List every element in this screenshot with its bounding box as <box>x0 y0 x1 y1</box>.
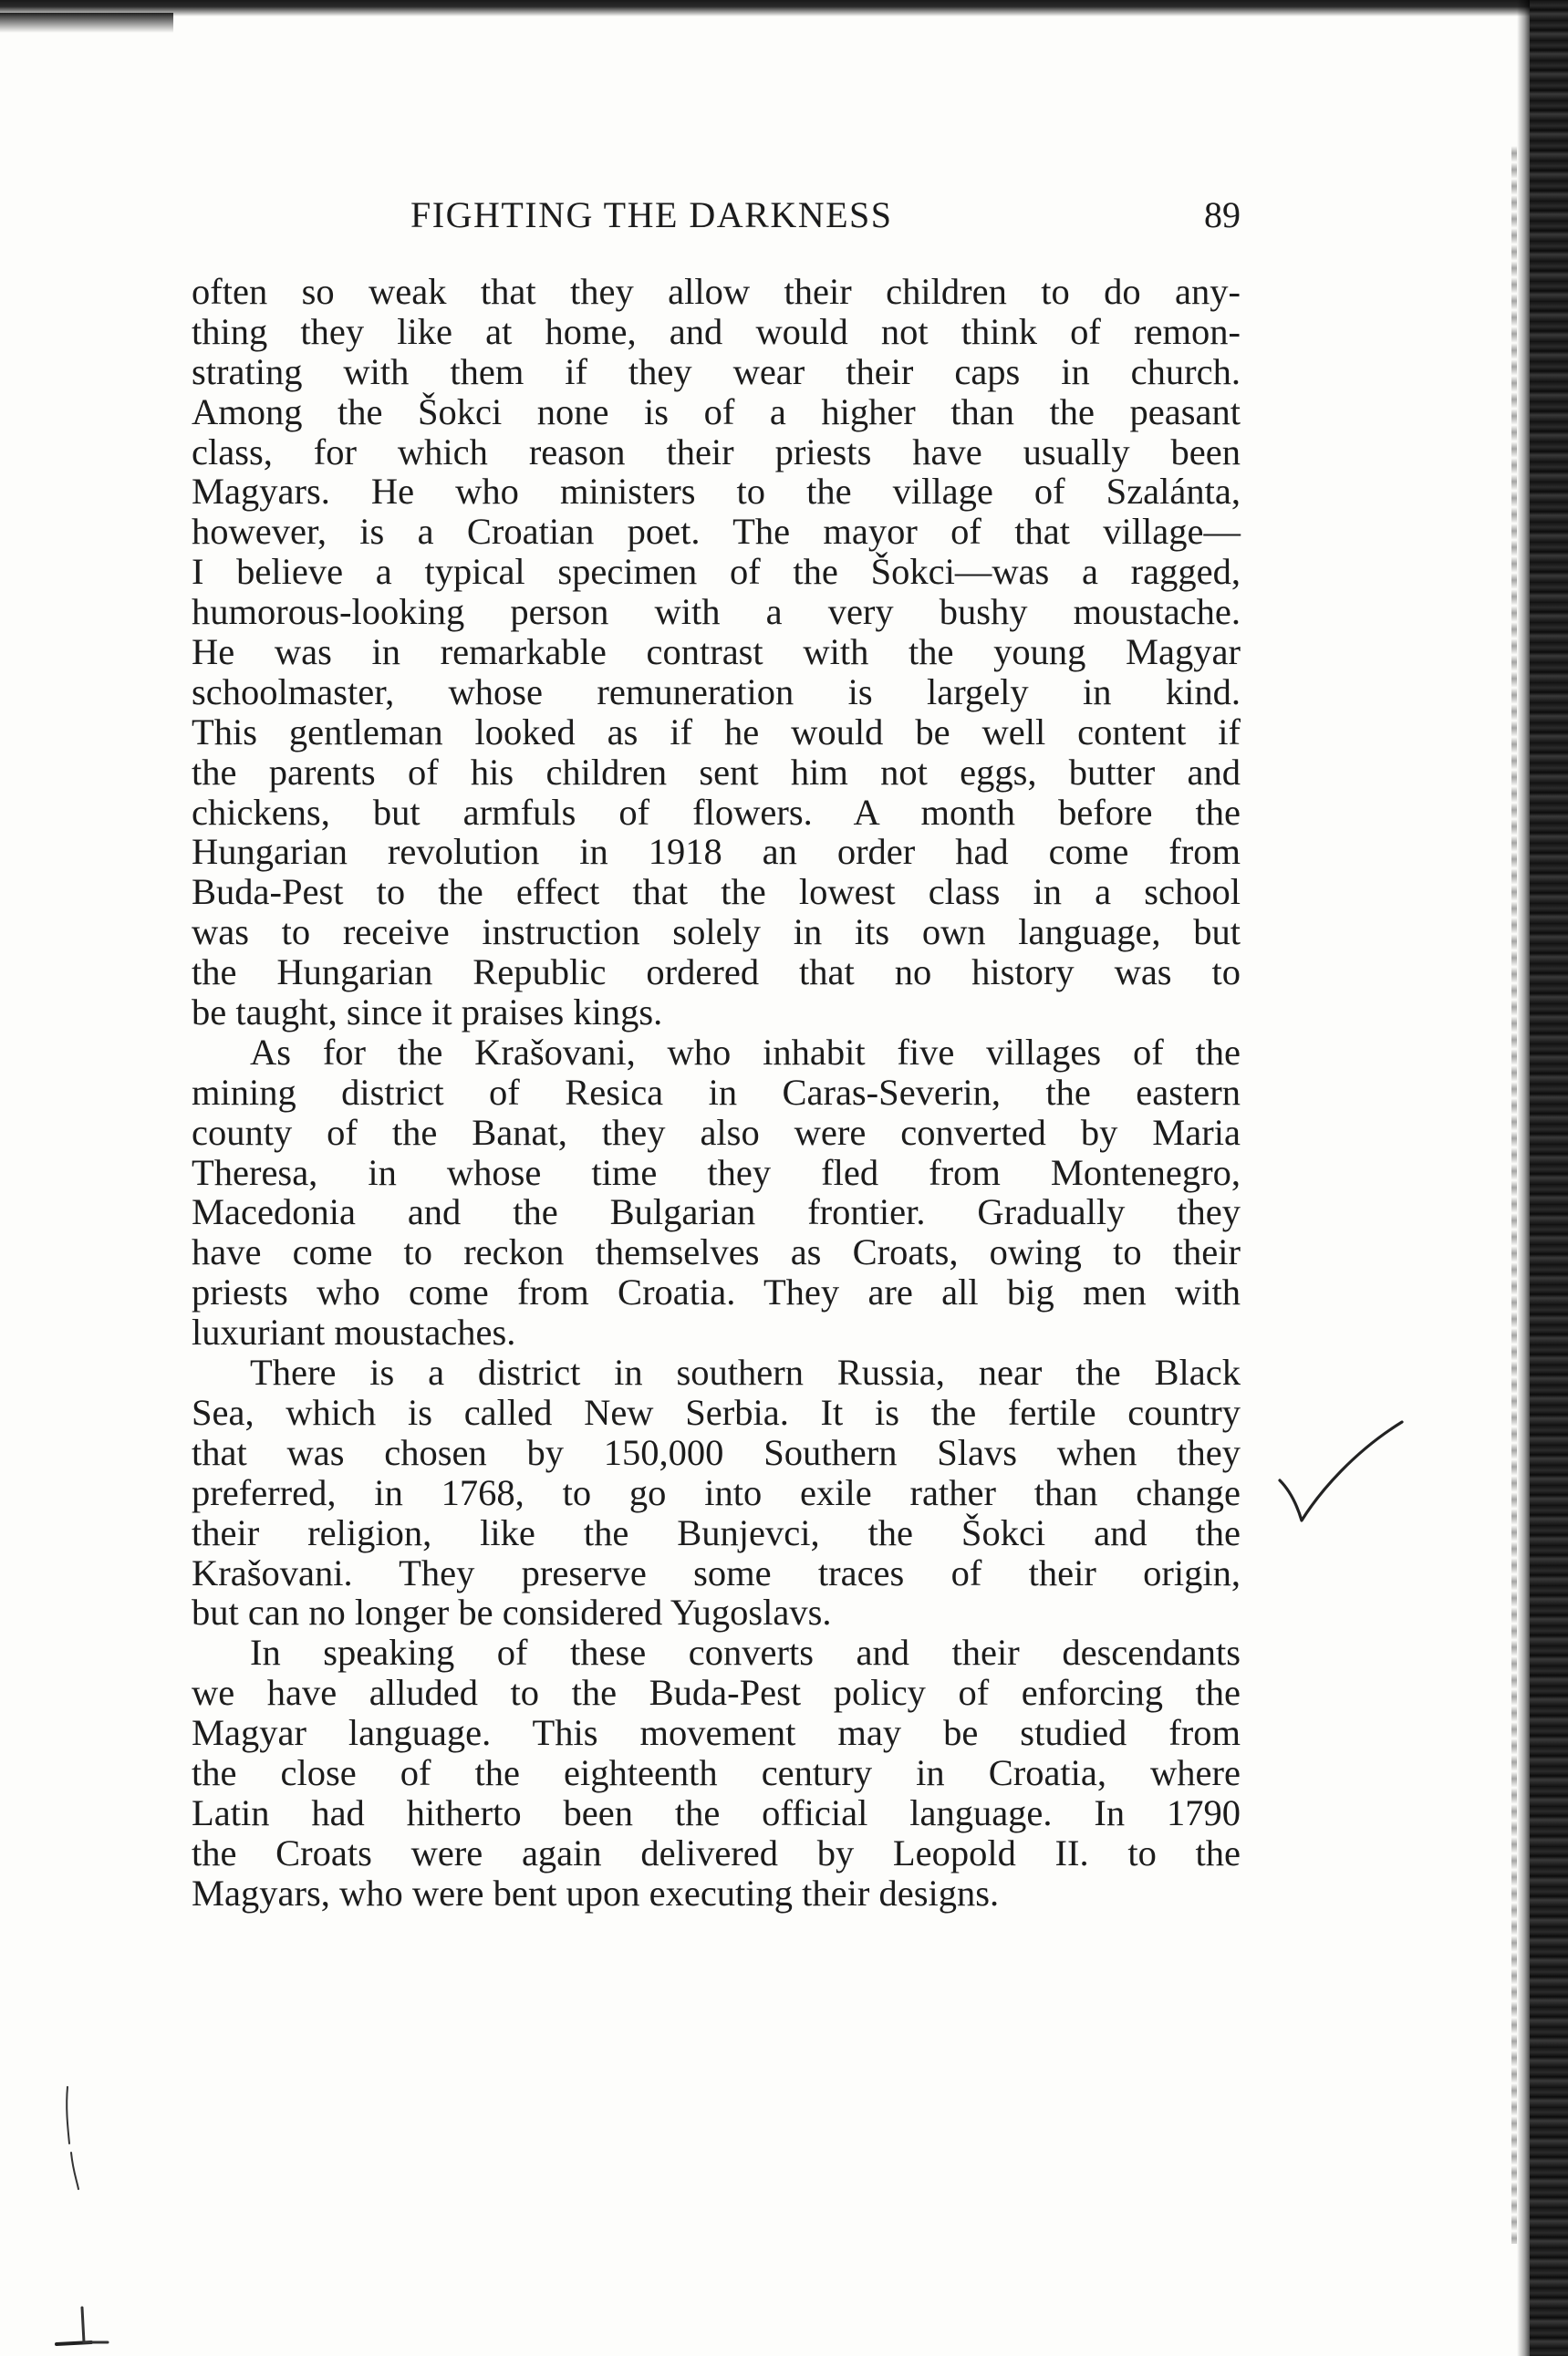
paragraph <box>192 1633 1241 1913</box>
paragraph <box>192 1033 1241 1353</box>
text-line: Magyars, who were bent upon executing their designs. <box>192 1872 1000 1914</box>
text-line: however, is a Croatian poet. The mayor of that village— <box>192 511 1241 553</box>
text-line: thing they like at home, and would not think of remon- <box>192 310 1241 352</box>
text-line: Sea, which is called New Serbia. It is the fertile country <box>192 1391 1241 1433</box>
text-line: schoolmaster, whose remuneration is largely in kind. <box>192 670 1241 712</box>
paragraph <box>192 272 1241 1033</box>
text-line: mining district of Resica in Caras-Severin, the eastern <box>192 1071 1241 1113</box>
text-line: preferred, in 1768, to go into exile rather than change <box>192 1471 1241 1513</box>
binding-edge-shadow <box>1517 0 1530 2356</box>
scan-top-edge-shadow <box>0 0 1542 16</box>
text-line: chickens, but armfuls of flowers. A month before the <box>192 791 1241 833</box>
text-line: county of the Banat, they also were converted by Maria <box>192 1111 1241 1153</box>
text-line: their religion, like the Bunjevci, the Šokci and the <box>192 1511 1241 1553</box>
page-number: 89 <box>1204 194 1241 235</box>
text-line: Magyars. He who ministers to the village of Szalánta, <box>192 471 1241 513</box>
text-line: have come to reckon themselves as Croats, owing to their <box>192 1231 1241 1273</box>
text-line: Latin had hitherto been the official language. In 1790 <box>192 1791 1241 1833</box>
book-binding-edge <box>1530 0 1568 2356</box>
text-line: but can no longer be considered Yugoslavs. <box>192 1592 832 1634</box>
text-line: I believe a typical specimen of the Šokci—was a ragged, <box>192 551 1241 593</box>
text-line: In speaking of these converts and their descendants <box>250 1632 1241 1674</box>
text-line: Hungarian revolution in 1918 an order had come from <box>192 831 1241 873</box>
text-line: Among the Šokci none is of a higher than the peasant <box>192 390 1241 432</box>
text-line: the close of the eighteenth century in Croatia, where <box>192 1751 1241 1793</box>
page-header <box>192 193 1241 248</box>
text-line: we have alluded to the Buda-Pest policy of enforcing the <box>192 1672 1241 1714</box>
text-line: humorous-looking person with a very bushy moustache. <box>192 591 1241 633</box>
text-line: strating with them if they wear their caps in church. <box>192 350 1241 392</box>
text-line: the parents of his children sent him not eggs, butter and <box>192 751 1241 793</box>
text-line: luxuriant moustaches. <box>192 1312 516 1354</box>
text-line: Magyar language. This movement may be studied from <box>192 1712 1241 1754</box>
pencil-margin-mark-icon <box>55 2080 109 2353</box>
text-line: Theresa, in whose time they fled from Montenegro, <box>192 1151 1241 1193</box>
text-line: priests who come from Croatia. They are all big men with <box>192 1271 1241 1313</box>
text-line: This gentleman looked as if he would be well content if <box>192 711 1241 752</box>
text-line: Krašovani. They preserve some traces of their origin, <box>192 1552 1241 1593</box>
handwritten-checkmark-icon <box>1272 1418 1409 1537</box>
paragraph <box>192 1353 1241 1633</box>
body-text <box>192 272 1241 1914</box>
text-line: He was in remarkable contrast with the young Magyar <box>192 631 1241 673</box>
text-line: As for the Krašovani, who inhabit five villages of the <box>250 1031 1241 1073</box>
scan-top-left-shadow <box>0 13 173 33</box>
text-line: was to receive instruction solely in its own language, but <box>192 911 1241 953</box>
text-line: often so weak that they allow their children to do any- <box>192 271 1241 312</box>
running-title: FIGHTING THE DARKNESS <box>410 194 893 235</box>
text-line: class, for which reason their priests have usually been <box>192 431 1241 472</box>
text-line: that was chosen by 150,000 Southern Slavs when they <box>192 1431 1241 1473</box>
text-line: the Hungarian Republic ordered that no history was to <box>192 951 1241 993</box>
text-line: Buda-Pest to the effect that the lowest class in a school <box>192 871 1241 913</box>
text-line: the Croats were again delivered by Leopold II. to the <box>192 1832 1241 1873</box>
text-line: Macedonia and the Bulgarian frontier. Gradually they <box>192 1191 1241 1233</box>
text-line: be taught, since it praises kings. <box>192 991 663 1033</box>
text-line: There is a district in southern Russia, near the Black <box>250 1352 1241 1394</box>
